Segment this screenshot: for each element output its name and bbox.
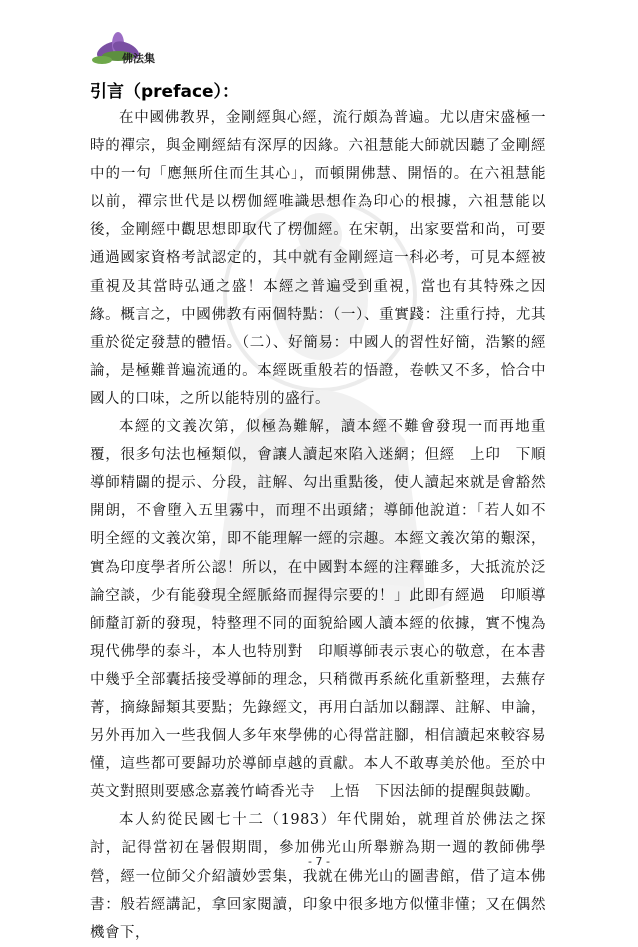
body-text <box>90 104 546 947</box>
section-heading: 引言（preface）： <box>90 82 240 102</box>
paragraph: 在中國佛教界，金剛經與心經，流行頗為普遍。尤以唐宋盛極一時的禪宗，與金剛經結有深厚的因緣。六祖慧能大師就因聽了金剛經中的一句「應無所住而生其心」，而頓開佛慧、開悟的。在六祖慧能以前，禪宗世代是以楞伽經唯識思想作為印心的根據，六祖慧能以後，金剛經中觀思想即取代了楞伽經。在宋朝，出家要當和尚，可要通過國家資格考試認定的，其中就有金剛經這一科必考，可見本經被重視及其當時弘通之盛！本經之普遍受到重視，當也有其特殊之因緣。概言之，中國佛教有兩個特點：（一）、重實踐：注重行持，尤其重於從定發慧的體悟。（二）、好簡易：中國人的習性好簡，浩繁的經論，是極難普遍流通的。本經既重般若的悟證，卷帙又不多，恰合中國人的口味，之所以能特別的盛行。 <box>90 110 546 407</box>
page-number: - 7 - <box>308 855 330 868</box>
paragraph: 本人約從民國七十二（1983）年代開始，就理首於佛法之探討，記得當初在暑假期間，參加佛光山所舉辦為期一週的教師佛學營，經一位師父介紹讀妙雲集，我就在佛光山的圖書館，借了這本佛書：般若經講記，拿回家閱讀，印象中很多地方似懂非懂；又在偶然機會下， <box>90 812 546 941</box>
logo-label: 佛法集 <box>122 52 155 65</box>
paragraph: 本經的文義次第，似極為難解，讀本經不難會發現一而再地重覆，很多句法也極類似，會讓人讀起來陷入迷網；但經 上印 下順導師精闢的提示、分段，註解、勾出重點後，使人讀起來就是會豁然開朗，不會墮入五里霧中，而理不出頭緒；導師他說道：「若人如不明全經的文義次第，即不能理解一經的宗趣。本經文義次第的艱深，實為印度學者所公認！所以，在中國對本經的注釋雖多，大抵流於泛論空談，少有能發現全經脈絡而握得宗要的！」此即有經過 印順導師釐訂新的發現，特整理不同的面貌給國人讀本經的依據，實不愧為現代佛學的泰斗，本人也特別對 印順導師表示衷心的敬意，在本書中幾乎全部囊括接受導師的理念，只稍微再系統化重新整理，去蕪存菁，摘綠歸類其要點；先錄經文，再用白話加以翻譯、註解、申論，另外再加入一些我個人多年來學佛的心得當註腳，相信讀起來較容易懂，這些都可要歸功於導師卓越的貢獻。本人不敢專美於他。至於中英文對照則要感念嘉義竹崎香光寺 上悟 下因法師的提醒與鼓勵。 <box>90 419 546 801</box>
